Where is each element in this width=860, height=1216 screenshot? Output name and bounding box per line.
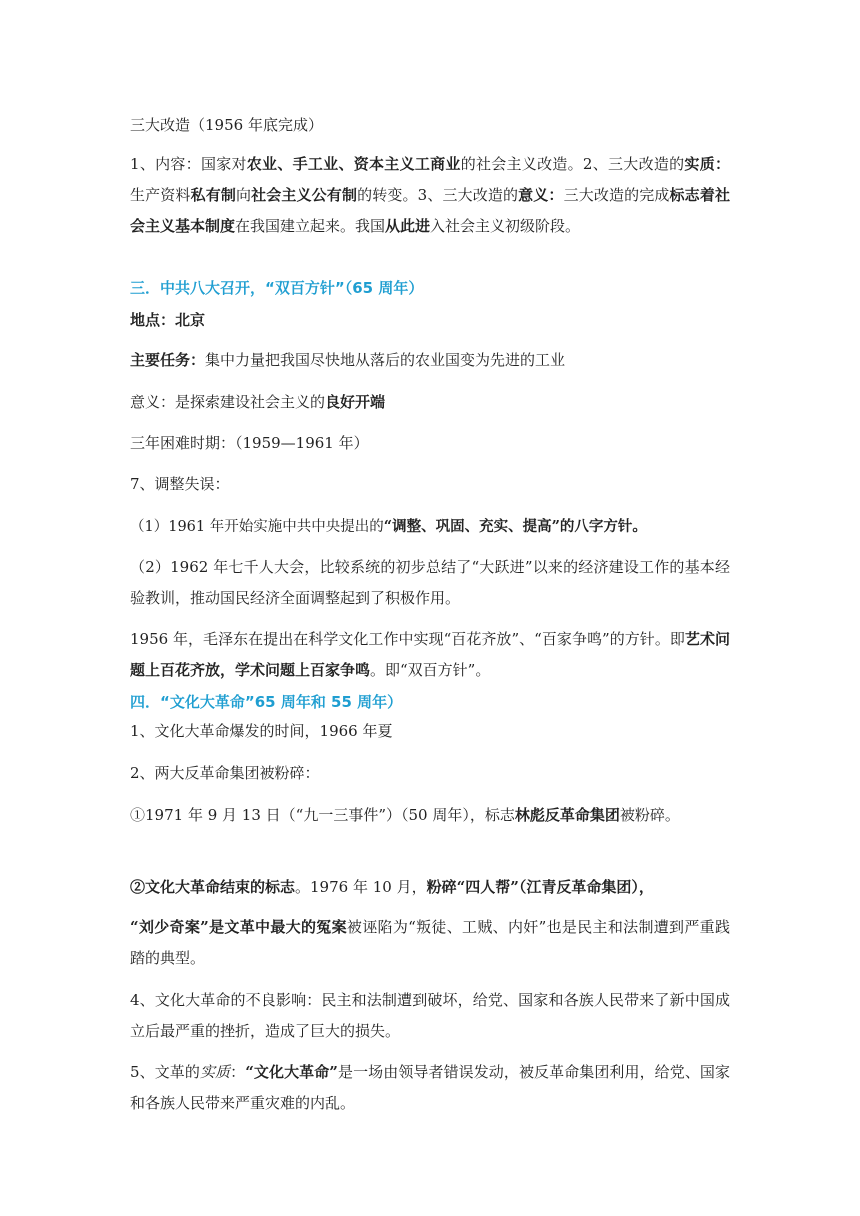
text: 。1976 年 10 月， bbox=[295, 878, 427, 896]
adjust-item-1 bbox=[130, 511, 730, 543]
double-hundred-paragraph bbox=[130, 624, 730, 686]
text: 向 bbox=[235, 186, 252, 204]
bold-text: “文化大革命” bbox=[245, 1063, 338, 1081]
bold-text: 社会主义公有制 bbox=[251, 186, 358, 204]
italic-text: 实质 bbox=[199, 1063, 231, 1081]
text: 三大改造的完成 bbox=[563, 186, 670, 204]
text: （1）1961 年开始实施中共中央提出的 bbox=[130, 519, 384, 535]
bold-text: 农业、手工业、资本主义工商业 bbox=[246, 155, 461, 173]
text: 被粉碎。 bbox=[619, 806, 680, 824]
cr-item-4: 4、文化大革命的不良影响：民主和法制遭到破坏，给党、国家和各族人民带来了新中国成立后最严重的挫折，造成了巨大的损失。 bbox=[130, 991, 730, 1040]
bold-text: 标志着社会主义基本制度 bbox=[130, 186, 730, 235]
text: 。即“双百方针”。 bbox=[370, 661, 491, 679]
text: 是一场由领导者错误发动，被反革命集团利用，给党、国家和各族人民带来严重灾难的内乱。 bbox=[130, 1063, 730, 1112]
bold-text: 私有制 bbox=[190, 186, 236, 204]
bold-text: 从此进 bbox=[385, 217, 431, 235]
adjust-item-2: （2）1962 年七千人大会，比较系统的初步总结了“大跃进”以来的经济建设工作的基本经验教训，推动国民经济全面调整起到了积极作用。 bbox=[130, 558, 730, 607]
place-line: 地点：北京 bbox=[130, 311, 206, 329]
text: ： bbox=[230, 1063, 246, 1081]
bold-text: 艺术问题上百花齐放，学术问题上百家争鸣 bbox=[130, 630, 730, 679]
hard-years-line: 三年困难时期：（1959—1961 年） bbox=[130, 434, 369, 452]
text: 的社会主义改造。2、三大改造的 bbox=[460, 155, 685, 173]
text: 生产资料 bbox=[130, 186, 191, 204]
cr-item-lin-biao bbox=[130, 800, 730, 831]
text: 1、内容：国家对 bbox=[130, 155, 247, 173]
main-task-line bbox=[130, 345, 730, 376]
text: 三大改造（1956 年底完成） bbox=[130, 116, 323, 134]
section-3-heading: 三．中共八大召开，“双百方针”（65 周年） bbox=[130, 279, 424, 297]
bold-text: “刘少奇案”是文革中最大的冤案 bbox=[130, 918, 347, 936]
text: ①1971 年 9 月 13 日（“九一三事件”）（50 周年），标志 bbox=[130, 806, 515, 824]
text: 5、文革的 bbox=[130, 1063, 200, 1081]
cr-item-2: 2、两大反革命集团被粉碎： bbox=[130, 764, 320, 782]
bold-text: 主要任务： bbox=[130, 351, 206, 369]
text: 1956 年，毛泽东在提出在科学文化工作中实现“百花齐放”、“百家争鸣”的方针。即 bbox=[130, 630, 685, 648]
bold-text: “调整、巩固、充实、提高”的八字方针。 bbox=[383, 518, 647, 535]
cr-item-end-mark bbox=[130, 872, 730, 903]
meaning-line bbox=[130, 387, 730, 418]
three-transformations-paragraph bbox=[130, 149, 730, 242]
adjust-heading: 7、调整失误： bbox=[130, 475, 230, 493]
text: 被诬陷为“叛徒、工贼、内奸”也是民主和法制遭到严重践踏的典型。 bbox=[130, 918, 730, 967]
bold-text: ②文化大革命结束的标志 bbox=[130, 878, 296, 896]
bold-text: 林彪反革命集团 bbox=[514, 806, 620, 824]
bold-text: 粉碎“四人帮”（江青反革命集团）， bbox=[426, 878, 654, 896]
bold-text: 意义： bbox=[518, 186, 564, 204]
bold-text: 良好开端 bbox=[325, 393, 386, 411]
cr-item-liu-shaoqi bbox=[130, 912, 730, 974]
text: 集中力量把我国尽快地从落后的农业国变为先进的工业 bbox=[205, 351, 566, 369]
text: 入社会主义初级阶段。 bbox=[430, 217, 581, 235]
cr-item-5 bbox=[130, 1057, 730, 1119]
text: 的转变。3、三大改造的 bbox=[357, 186, 519, 204]
section-4-heading: 四．“文化大革命”65 周年和 55 周年） bbox=[130, 693, 403, 711]
cr-item-1: 1、文化大革命爆发的时间，1966 年夏 bbox=[130, 722, 393, 740]
text: 意义：是探索建设社会主义的 bbox=[130, 393, 326, 411]
bold-text: 实质： bbox=[684, 155, 730, 173]
three-transformations-heading bbox=[130, 110, 730, 141]
text: 在我国建立起来。我国 bbox=[235, 217, 386, 235]
